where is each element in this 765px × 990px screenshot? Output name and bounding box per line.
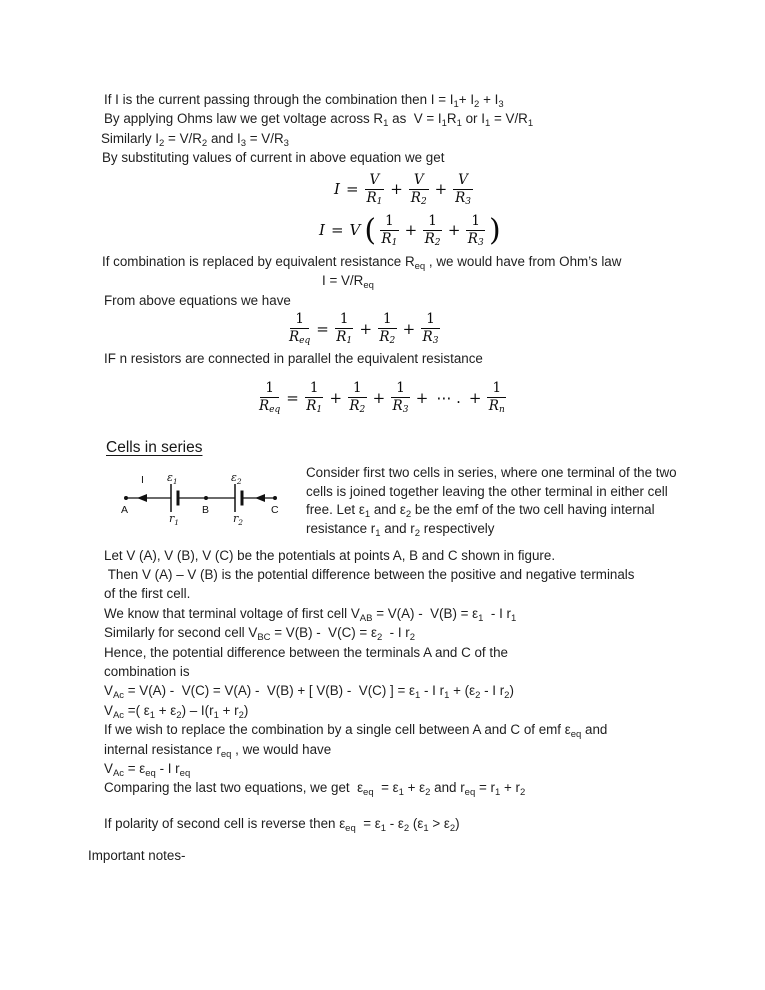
- current-arrow-right: [255, 494, 265, 502]
- equation-general-parallel: [259, 381, 725, 414]
- fraction: $\frac{1}{R_1}$: [306, 379, 323, 416]
- equation-reciprocal: [289, 312, 725, 345]
- body-text-block: [104, 546, 725, 798]
- body-line: If we wish to replace the combination by a single cell between A and C of emf $\varepsilon_{eq}$ and: [104, 722, 608, 741]
- equals-sign: =: [286, 388, 299, 407]
- node-a-label: A: [121, 504, 129, 517]
- cell1-resistance-label: $r_1$: [169, 512, 180, 528]
- section-heading-cells-in-series: Cells in series: [106, 439, 203, 457]
- intro-line-3: Similarly $I_2 = V/R_2$ and $I_3 = V/R_3$: [101, 130, 289, 149]
- math-symbol: V: [349, 221, 361, 240]
- fraction: $\frac{1}{R_1}$: [336, 311, 353, 347]
- plus-sign: +: [434, 180, 448, 199]
- fraction: $\frac{1}{R_3}$: [392, 379, 409, 416]
- plus-sign: +: [359, 319, 373, 338]
- body-line: $V_{Ac} = \varepsilon_{eq} - I$ $r_{eq}$: [104, 760, 191, 779]
- fraction: $\frac{1}{R_3}$: [422, 311, 439, 347]
- body-line: of the first cell.: [104, 586, 191, 602]
- fraction: $\frac{V}{R_2}$: [410, 171, 427, 207]
- fraction: $\frac{1}{R_{eq}}$: [259, 379, 281, 416]
- ohms-law-inline: $I = V/R_{eq}$: [322, 273, 374, 292]
- fraction: $\frac{V}{R_3}$: [455, 171, 471, 207]
- equals-sign: =: [345, 180, 359, 199]
- intro-line-4: By substituting values of current in above equation we get: [102, 150, 445, 166]
- body-line: Similarly for second cell $V_{BC} = V(B) - V(C) = \varepsilon_2 - I$ $r_2$: [104, 625, 416, 644]
- body-line: Let V (A), V (B), V (C) be the potentials at points A, B and C shown in figure.: [104, 547, 556, 563]
- node-b-label: B: [202, 504, 210, 517]
- plus-sign: +: [415, 388, 429, 407]
- cell2-emf-label: $\varepsilon_2$: [231, 471, 242, 487]
- cell1-emf-label: $\varepsilon_1$: [167, 471, 178, 487]
- fraction: $\frac{1}{R_2}$: [379, 311, 396, 347]
- fraction: $\frac{1}{R_2}$: [424, 212, 441, 248]
- figure-row: [104, 464, 725, 538]
- plus-sign: +: [390, 180, 403, 199]
- plus-sign: +: [468, 388, 482, 407]
- cell2-resistance-label: $r_2$: [233, 512, 244, 528]
- polarity-line: If polarity of second cell is reverse then $\varepsilon_{eq} = \varepsilon_1 - \varepsilon_2$ $(\varepsilon_1 > \varepsilon_2)$: [104, 815, 460, 834]
- equals-sign: =: [316, 319, 329, 338]
- math-symbol: I: [319, 221, 325, 240]
- fraction: $\frac{1}{R_2}$: [349, 379, 366, 416]
- node-a-dot: [124, 496, 128, 500]
- from-above-line: From above equations we have: [104, 292, 291, 308]
- cells-description-paragraph: Consider first two cells in series, where one terminal of the two cells is joined together leaving the other terminal in either cell free. Let $\varepsilon_1$ and $\varepsilon_2$ be the emf of the two cell having internal resistance $r_1$ and $r_2$ respectively: [306, 465, 681, 539]
- node-c-dot: [273, 496, 277, 500]
- equation-factored: [319, 214, 725, 247]
- body-line: Comparing the last two equations, we get $\varepsilon_{eq} = \varepsilon_1 + \varepsilon_2$ and $r_{eq} = r_1 + r_2$: [104, 780, 526, 799]
- fraction: $\frac{V}{R_1}$: [366, 171, 383, 207]
- plus-sign: +: [372, 388, 386, 407]
- circuit-figure: [116, 464, 306, 533]
- body-line: We know that terminal voltage of first cell $V_{AB} = V(A) - V(B) = \varepsilon_1 - I$ $r_1$: [104, 605, 517, 624]
- body-line: combination is: [104, 663, 190, 679]
- intro-line-2: By applying Ohms law we get voltage across $R_1$ as $V = I_1R_1$ or $I_1 = V/R_1$: [104, 111, 534, 130]
- body-line: Then V (A) – V (B) is the potential difference between the positive and negative terminals: [104, 566, 635, 582]
- replaced-by-req-line: If combination is replaced by equivalent resistance $R_{eq}$ , we would have from Ohm’s law: [102, 254, 622, 273]
- body-line: $V_{Ac}$ =( $\varepsilon_1 + \varepsilon_2) - I(r_1 + r_2)$: [104, 702, 249, 721]
- important-notes-label: Important notes-: [88, 848, 186, 864]
- body-line: Hence, the potential difference between the terminals A and C of the: [104, 644, 508, 660]
- current-label: I: [141, 474, 144, 487]
- n-resistors-line: IF n resistors are connected in parallel the equivalent resistance: [104, 350, 483, 366]
- node-b-dot: [204, 496, 208, 500]
- body-line: $V_{Ac} = V(A) - V(C) = V(A) - V(B)$ + [ V(B) - V(C) ] = $\varepsilon_1$ - I $r_1 + (\varepsilon_2 - I$ $r_2$): [104, 683, 514, 702]
- fraction: $\frac{1}{R_3}$: [467, 212, 484, 248]
- intro-line-1: If I is the current passing through the combination then $I = I_1+ I_2 + I_3$: [104, 92, 504, 110]
- cells-in-series-diagram: [116, 470, 288, 528]
- fraction: $\frac{1}{R_1}$: [381, 212, 398, 248]
- plus-sign: +: [404, 221, 418, 240]
- equation-current-sum: [334, 173, 725, 206]
- node-c-label: C: [271, 504, 279, 517]
- plus-sign: +: [402, 319, 416, 338]
- equals-sign: =: [330, 221, 344, 240]
- open-paren: (: [364, 212, 377, 248]
- plus-sign: +: [447, 221, 461, 240]
- ellipsis-dots: ⋯ .: [436, 388, 461, 407]
- current-arrow-left: [137, 494, 147, 502]
- fraction: $\frac{1}{R_{eq}}$: [289, 311, 311, 347]
- plus-sign: +: [329, 388, 343, 407]
- body-line: internal resistance $r_{eq}$ , we would have: [104, 741, 332, 760]
- close-paren: ): [489, 212, 501, 248]
- fraction: $\frac{1}{R_n}$: [488, 379, 505, 416]
- math-symbol: I: [334, 180, 340, 199]
